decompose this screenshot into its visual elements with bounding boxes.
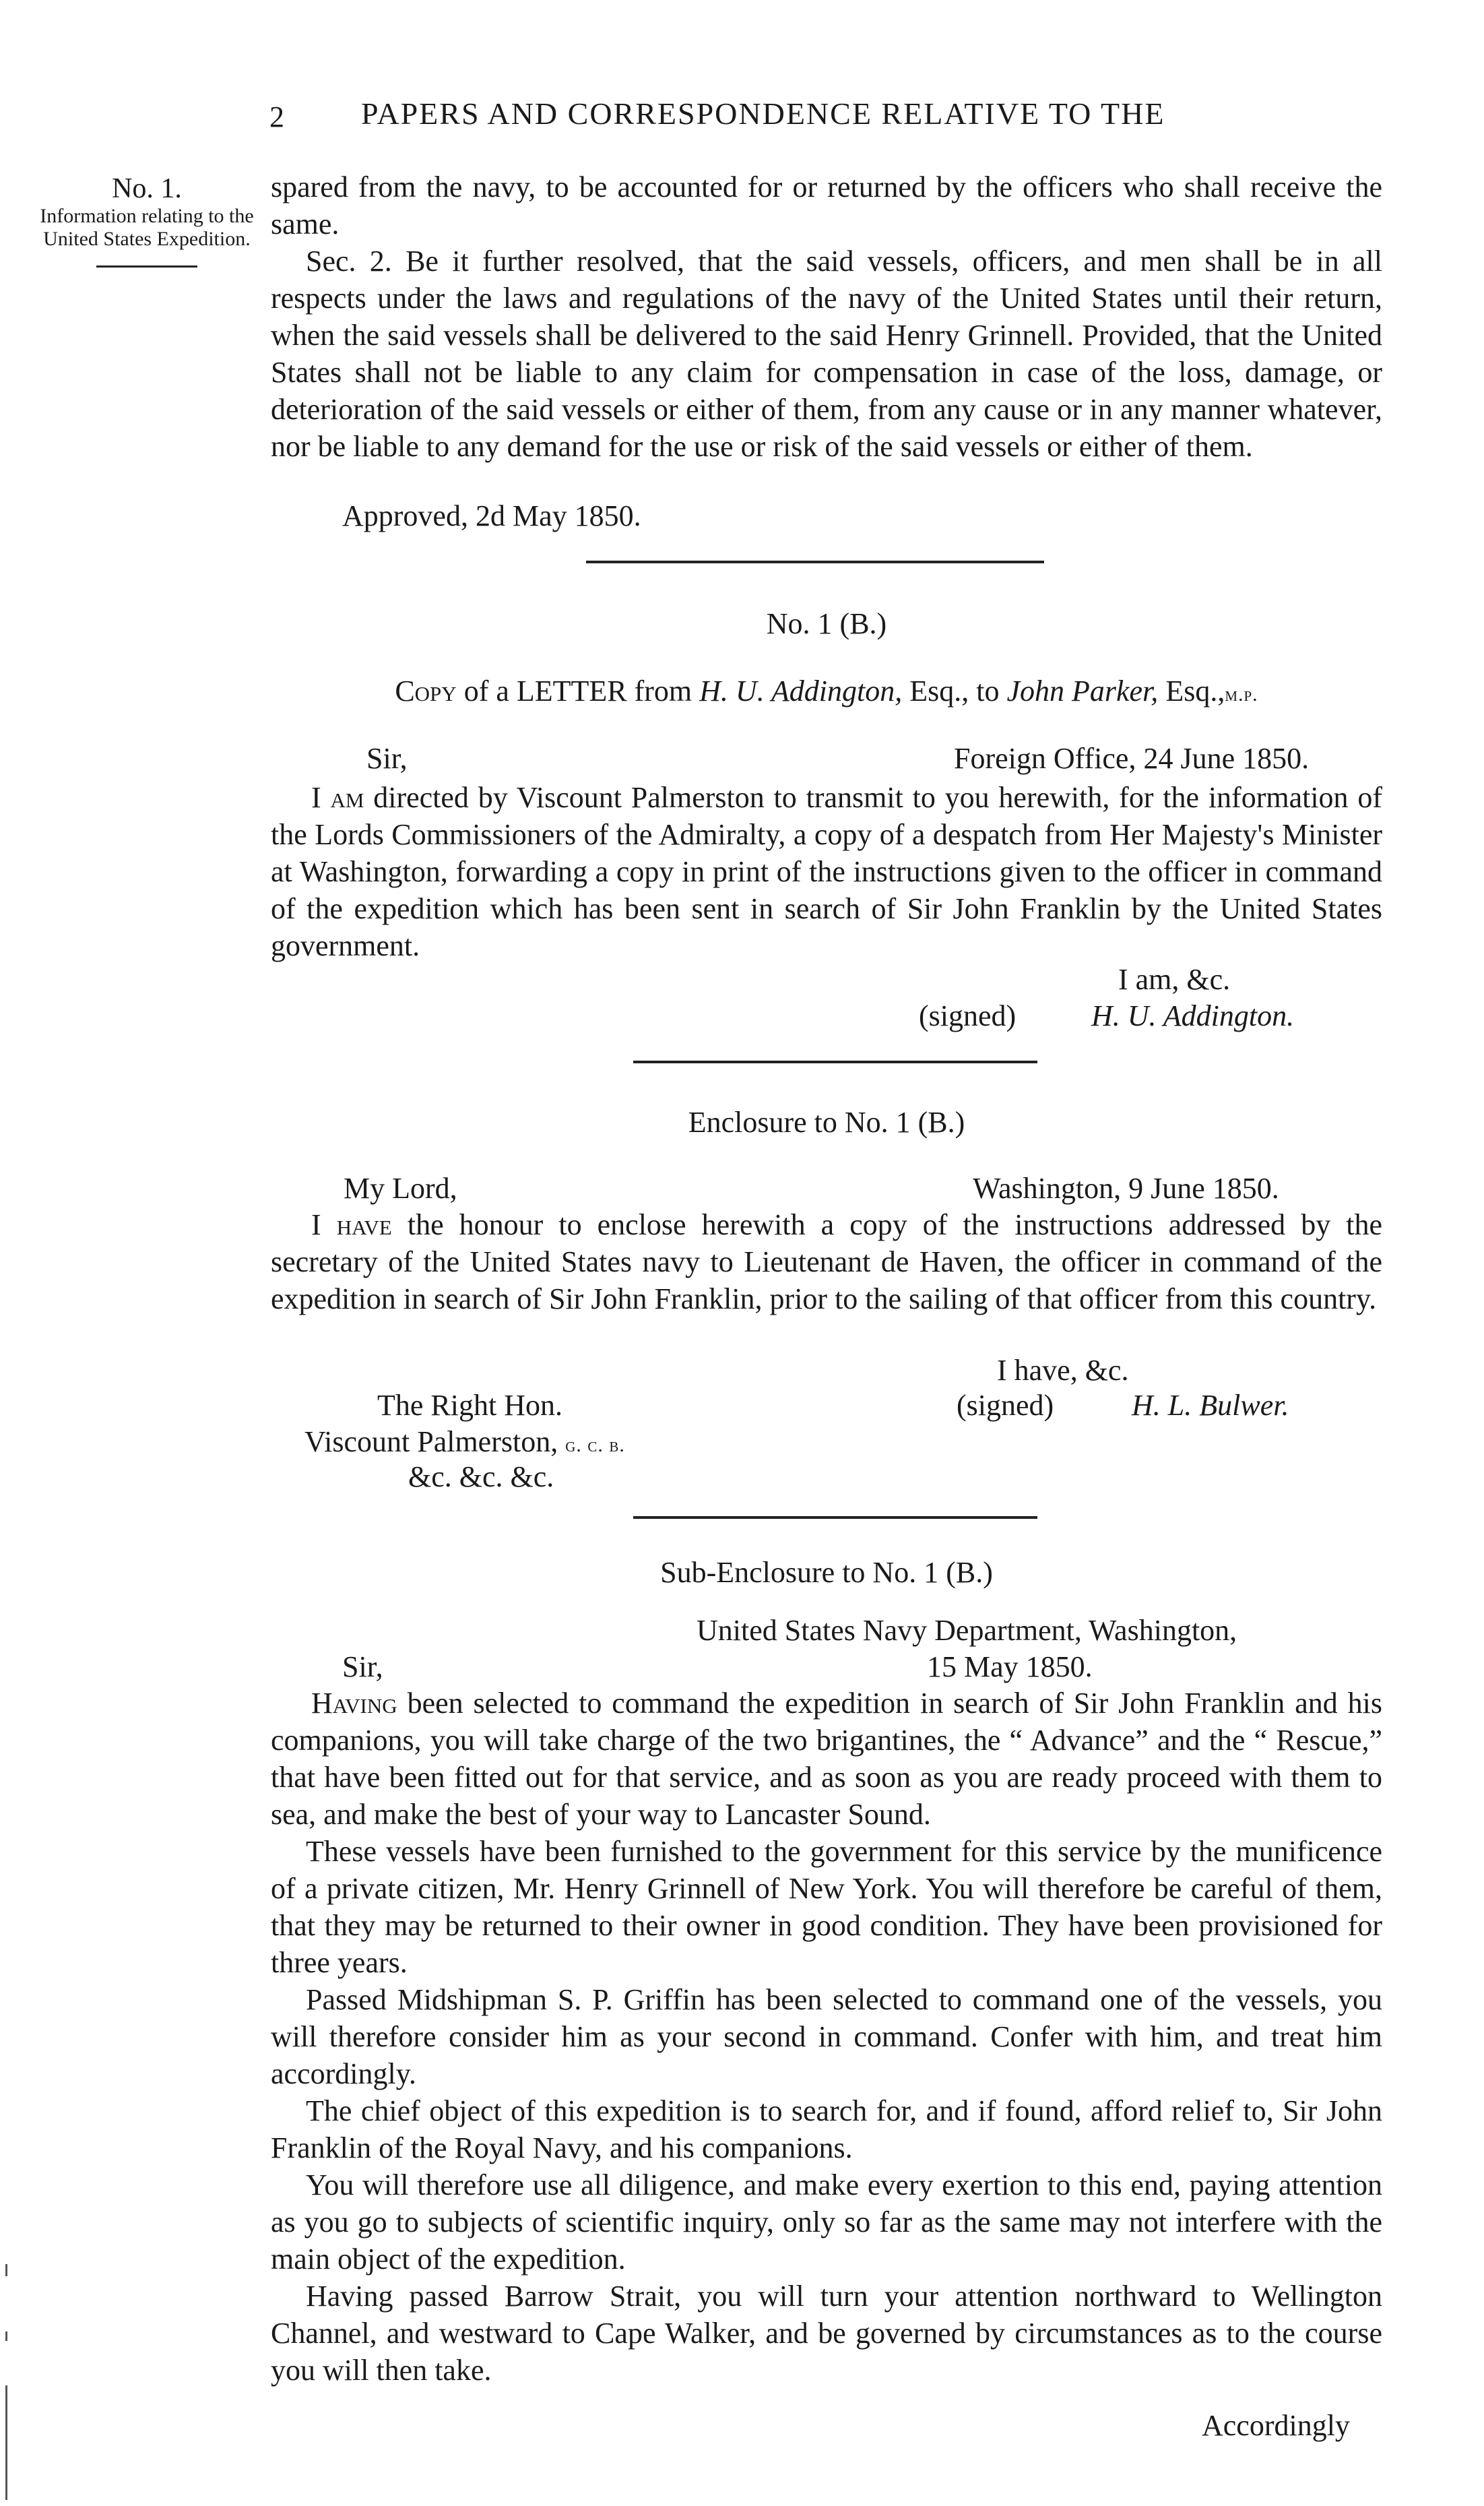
- heading-recipient: John Parker,: [1006, 675, 1159, 708]
- enclosure-salutation: My Lord,: [344, 1172, 457, 1205]
- section-rule: [586, 561, 1044, 563]
- margin-note-text: Information relating to the United States Expedition.: [40, 205, 254, 250]
- letter-salutation: Sir,: [366, 742, 408, 775]
- enclosure-closing: I have, &c.: [997, 1354, 1129, 1387]
- enclosure-body-text: the honour to enclose herewith a copy of the instructions addressed by the secretary of the United States navy to Lieutenant de Haven, the officer in command of the expedition in search of Sir John Franklin, prior to the sailing of that officer from this country.: [271, 1208, 1382, 1315]
- sub-enclosure-paragraph-1: been selected to command the expedition in search of Sir John Franklin and his companions, you will take charge of the two brigantines, the “ Advance” and the “ Rescue,” that have been fitted out for that service, and as soon as you are ready proceed with them to sea, and make the best of your way to Lancaster Sound.: [271, 1687, 1382, 1831]
- sub-enclosure-paragraph-3: Passed Midshipman S. P. Griffin has been selected to command one of the vessels, you will therefore consider him as your second in command. Confer with him, and treat him accordingly.: [271, 1983, 1382, 2090]
- section-rule: [633, 1516, 1037, 1519]
- sub-enclosure-date: 15 May 1850.: [927, 1650, 1093, 1683]
- letter-heading: [271, 674, 1382, 708]
- sub-enclosure-body: [271, 1685, 1382, 2389]
- enclosure-body: [271, 1206, 1382, 1317]
- letter-body: [271, 779, 1382, 964]
- sub-enclosure-paragraph-4: The chief object of this expedition is to search for, and if found, afford relief to, Sir John Franklin of the Royal Navy, and his companions.: [271, 2094, 1382, 2164]
- binding-mark: [5, 2385, 7, 2500]
- sub-enclosure-opening-word: Having: [311, 1687, 397, 1720]
- sub-enclosure-salutation: Sir,: [342, 1650, 383, 1683]
- catchword: Accordingly: [1202, 2409, 1350, 2442]
- heading-letter: LETTER: [516, 675, 627, 708]
- section-rule: [633, 1061, 1037, 1063]
- letter-number-heading: No. 1 (B.): [766, 607, 887, 640]
- margin-note-rule: [96, 265, 197, 268]
- heading-sender: H. U. Addington,: [699, 675, 903, 708]
- resolution-paragraph-1: spared from the navy, to be accounted for or returned by the officers who shall receive the same.: [271, 170, 1382, 241]
- addressee-name: Viscount Palmerston,: [304, 1425, 558, 1458]
- heading-of-a: of a: [463, 675, 509, 708]
- letter-closing: I am, &c.: [1118, 963, 1231, 996]
- running-head: PAPERS AND CORRESPONDENCE RELATIVE TO THE: [361, 96, 1165, 131]
- enclosure-heading: Enclosure to No. 1 (B.): [688, 1106, 965, 1139]
- margin-note-number: No. 1.: [112, 173, 182, 204]
- enclosure-signature: H. L. Bulwer.: [1132, 1389, 1289, 1422]
- enclosure-opening-word: I have: [311, 1208, 392, 1241]
- binding-mark: [5, 2331, 7, 2341]
- heading-esq: Esq.,: [1165, 675, 1225, 708]
- sub-enclosure-heading: Sub-Enclosure to No. 1 (B.): [660, 1556, 993, 1589]
- letter-signed-label: (signed): [919, 999, 1017, 1032]
- heading-copy: Copy: [395, 675, 457, 708]
- addressee-line-1: The Right Hon.: [377, 1389, 562, 1422]
- addressee-line-2: [304, 1424, 625, 1459]
- resolution-paragraph-2: Sec. 2. Be it further resolved, that the said vessels, officers, and men shall be in all respects under the laws and regulations of the navy of the United States until their return, when the said vessels shall be delivered to the said Henry Grinnell. Provided, that the United States shall not be liable to any claim for compensation in case of the loss, damage, or deterioration of the said vessels or either of them, from any cause or in any manner whatever, nor be liable to any demand for the use or risk of the said vessels or either of them.: [271, 245, 1382, 463]
- addressee-line-3: &c. &c. &c.: [408, 1460, 554, 1493]
- sub-enclosure-paragraph-6: Having passed Barrow Strait, you will turn your attention northward to Wellington Channel, and westward to Cape Walker, and be governed by circumstances as to the course you will then take.: [271, 2280, 1382, 2387]
- enclosure-signed-label: (signed): [957, 1389, 1054, 1422]
- margin-note: [32, 173, 261, 268]
- letter-opening-word: I am: [311, 781, 364, 814]
- heading-mp: m.p.: [1225, 683, 1258, 706]
- sub-enclosure-paragraph-2: These vessels have been furnished to the government for this service by the munificence of a private citizen, Mr. Henry Grinnell of New York. You will therefore be careful of them, that they may be returned to their owner in good condition. They have been provisioned for three years.: [271, 1835, 1382, 1979]
- sub-enclosure-paragraph-5: You will therefore use all diligence, and make every exertion to this end, paying attention as you go to subjects of scientific inquiry, only so far as the same may not interfere with the main object of the expedition.: [271, 2168, 1382, 2276]
- enclosure-place-date: Washington, 9 June 1850.: [973, 1172, 1279, 1205]
- approved-date: Approved, 2d May 1850.: [342, 499, 641, 532]
- heading-esq-to: Esq., to: [909, 675, 1000, 708]
- letter-place-date: Foreign Office, 24 June 1850.: [954, 742, 1310, 775]
- binding-mark: [5, 2264, 7, 2276]
- page-number: 2: [269, 100, 284, 133]
- letter-signature: H. U. Addington.: [1091, 999, 1295, 1032]
- letter-body-text: directed by Viscount Palmerston to transmit to you herewith, for the information of the Lords Commissioners of the Admiralty, a copy of a despatch from Her Majesty's Minister at Washington, forwarding a copy in print of the instructions given to the officer in command of the expedition which has been sent in search of Sir John Franklin by the United States government.: [271, 781, 1383, 962]
- heading-from: from: [634, 675, 692, 708]
- sub-enclosure-place: United States Navy Department, Washington,: [697, 1614, 1237, 1647]
- addressee-honours: g. c. b.: [565, 1434, 625, 1456]
- resolution-text: [271, 168, 1382, 465]
